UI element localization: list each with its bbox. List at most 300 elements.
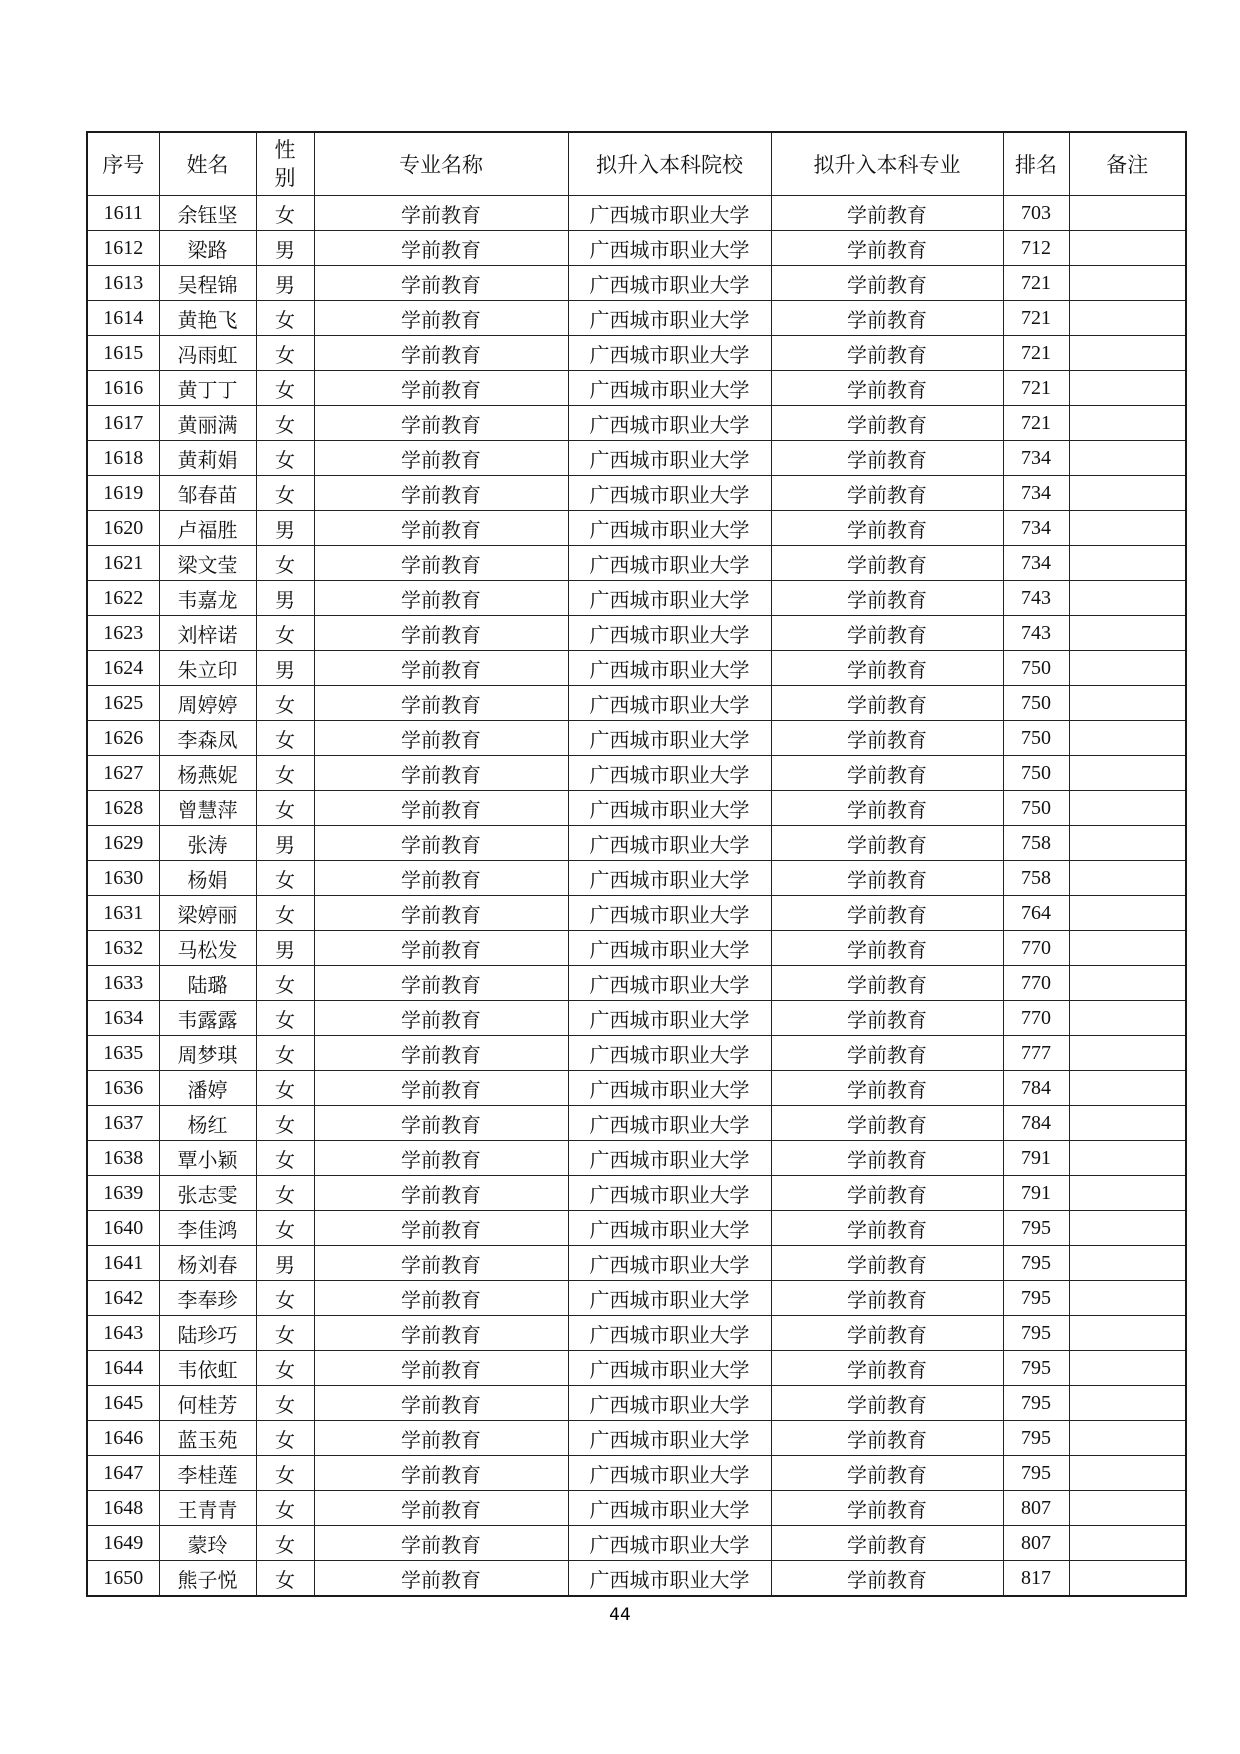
cell-name: 黄莉娟	[159, 441, 256, 476]
cell-gender: 女	[256, 301, 314, 336]
cell-major: 学前教育	[314, 1526, 568, 1561]
header-major: 专业名称	[314, 132, 568, 196]
header-gender	[256, 132, 314, 196]
cell-note	[1069, 1316, 1186, 1351]
cell-note	[1069, 616, 1186, 651]
cell-no: 1614	[87, 301, 159, 336]
cell-no: 1626	[87, 721, 159, 756]
cell-name: 杨燕妮	[159, 756, 256, 791]
cell-gender: 女	[256, 686, 314, 721]
cell-rank: 750	[1003, 686, 1069, 721]
cell-note	[1069, 1351, 1186, 1386]
cell-no: 1633	[87, 966, 159, 1001]
table-row	[87, 406, 1186, 441]
cell-major: 学前教育	[314, 791, 568, 826]
table-row	[87, 966, 1186, 1001]
cell-rank: 750	[1003, 721, 1069, 756]
cell-rank: 795	[1003, 1281, 1069, 1316]
cell-note	[1069, 301, 1186, 336]
cell-college: 广西城市职业大学	[568, 896, 771, 931]
cell-target-major: 学前教育	[771, 1141, 1003, 1176]
cell-major: 学前教育	[314, 441, 568, 476]
cell-gender: 女	[256, 1561, 314, 1597]
cell-note	[1069, 791, 1186, 826]
cell-note	[1069, 581, 1186, 616]
cell-name: 卢福胜	[159, 511, 256, 546]
cell-gender: 男	[256, 581, 314, 616]
cell-name: 杨刘春	[159, 1246, 256, 1281]
roster-body	[87, 196, 1186, 1597]
table-row	[87, 1316, 1186, 1351]
table-row	[87, 546, 1186, 581]
cell-major: 学前教育	[314, 896, 568, 931]
header-rank: 排名	[1003, 132, 1069, 196]
cell-name: 梁婷丽	[159, 896, 256, 931]
cell-target-major: 学前教育	[771, 826, 1003, 861]
cell-note	[1069, 1176, 1186, 1211]
header-row	[87, 132, 1186, 196]
cell-note	[1069, 756, 1186, 791]
cell-major: 学前教育	[314, 1071, 568, 1106]
cell-no: 1640	[87, 1211, 159, 1246]
cell-name: 马松发	[159, 931, 256, 966]
cell-note	[1069, 966, 1186, 1001]
table-row	[87, 686, 1186, 721]
cell-no: 1621	[87, 546, 159, 581]
cell-note	[1069, 1246, 1186, 1281]
cell-major: 学前教育	[314, 581, 568, 616]
cell-name: 黄丽满	[159, 406, 256, 441]
cell-no: 1632	[87, 931, 159, 966]
table-row	[87, 756, 1186, 791]
cell-no: 1613	[87, 266, 159, 301]
cell-note	[1069, 231, 1186, 266]
cell-college: 广西城市职业大学	[568, 511, 771, 546]
table-row	[87, 931, 1186, 966]
cell-rank: 764	[1003, 896, 1069, 931]
cell-major: 学前教育	[314, 756, 568, 791]
cell-name: 李森凤	[159, 721, 256, 756]
cell-major: 学前教育	[314, 1141, 568, 1176]
cell-note	[1069, 1071, 1186, 1106]
cell-name: 李奉珍	[159, 1281, 256, 1316]
cell-college: 广西城市职业大学	[568, 1491, 771, 1526]
cell-major: 学前教育	[314, 966, 568, 1001]
cell-college: 广西城市职业大学	[568, 721, 771, 756]
cell-no: 1648	[87, 1491, 159, 1526]
cell-no: 1628	[87, 791, 159, 826]
table-row	[87, 231, 1186, 266]
cell-college: 广西城市职业大学	[568, 1281, 771, 1316]
cell-no: 1625	[87, 686, 159, 721]
cell-gender: 女	[256, 1526, 314, 1561]
cell-major: 学前教育	[314, 721, 568, 756]
cell-major: 学前教育	[314, 1491, 568, 1526]
cell-name: 黄丁丁	[159, 371, 256, 406]
table-row	[87, 1106, 1186, 1141]
cell-gender: 男	[256, 266, 314, 301]
cell-gender: 女	[256, 721, 314, 756]
cell-gender: 女	[256, 406, 314, 441]
cell-rank: 770	[1003, 1001, 1069, 1036]
cell-rank: 795	[1003, 1421, 1069, 1456]
cell-rank: 721	[1003, 406, 1069, 441]
cell-target-major: 学前教育	[771, 546, 1003, 581]
cell-name: 李佳鸿	[159, 1211, 256, 1246]
cell-note	[1069, 651, 1186, 686]
cell-college: 广西城市职业大学	[568, 651, 771, 686]
cell-name: 蒙玲	[159, 1526, 256, 1561]
cell-no: 1636	[87, 1071, 159, 1106]
cell-no: 1645	[87, 1386, 159, 1421]
cell-target-major: 学前教育	[771, 1071, 1003, 1106]
cell-rank: 795	[1003, 1211, 1069, 1246]
cell-no: 1618	[87, 441, 159, 476]
cell-college: 广西城市职业大学	[568, 301, 771, 336]
cell-no: 1619	[87, 476, 159, 511]
cell-name: 吴程锦	[159, 266, 256, 301]
cell-target-major: 学前教育	[771, 756, 1003, 791]
cell-note	[1069, 896, 1186, 931]
cell-target-major: 学前教育	[771, 1421, 1003, 1456]
cell-college: 广西城市职业大学	[568, 861, 771, 896]
cell-college: 广西城市职业大学	[568, 616, 771, 651]
cell-name: 杨娟	[159, 861, 256, 896]
cell-no: 1644	[87, 1351, 159, 1386]
cell-name: 何桂芳	[159, 1386, 256, 1421]
cell-name: 陆璐	[159, 966, 256, 1001]
cell-no: 1611	[87, 196, 159, 231]
cell-college: 广西城市职业大学	[568, 1386, 771, 1421]
cell-target-major: 学前教育	[771, 1386, 1003, 1421]
cell-target-major: 学前教育	[771, 511, 1003, 546]
cell-gender: 女	[256, 791, 314, 826]
cell-target-major: 学前教育	[771, 1001, 1003, 1036]
cell-note	[1069, 546, 1186, 581]
cell-gender: 女	[256, 1386, 314, 1421]
cell-gender: 女	[256, 336, 314, 371]
cell-name: 梁文莹	[159, 546, 256, 581]
cell-college: 广西城市职业大学	[568, 406, 771, 441]
cell-target-major: 学前教育	[771, 441, 1003, 476]
cell-name: 曾慧萍	[159, 791, 256, 826]
cell-gender: 女	[256, 371, 314, 406]
cell-target-major: 学前教育	[771, 1351, 1003, 1386]
cell-rank: 743	[1003, 581, 1069, 616]
cell-target-major: 学前教育	[771, 196, 1003, 231]
cell-gender: 女	[256, 1491, 314, 1526]
table-row	[87, 1421, 1186, 1456]
cell-name: 张志雯	[159, 1176, 256, 1211]
table-row	[87, 1526, 1186, 1561]
cell-note	[1069, 266, 1186, 301]
cell-college: 广西城市职业大学	[568, 931, 771, 966]
cell-target-major: 学前教育	[771, 616, 1003, 651]
table-row	[87, 1351, 1186, 1386]
cell-target-major: 学前教育	[771, 721, 1003, 756]
cell-gender: 男	[256, 826, 314, 861]
cell-target-major: 学前教育	[771, 476, 1003, 511]
cell-rank: 770	[1003, 966, 1069, 1001]
cell-no: 1630	[87, 861, 159, 896]
cell-rank: 777	[1003, 1036, 1069, 1071]
cell-no: 1643	[87, 1316, 159, 1351]
cell-no: 1635	[87, 1036, 159, 1071]
cell-major: 学前教育	[314, 546, 568, 581]
cell-target-major: 学前教育	[771, 896, 1003, 931]
cell-major: 学前教育	[314, 1001, 568, 1036]
cell-target-major: 学前教育	[771, 686, 1003, 721]
cell-college: 广西城市职业大学	[568, 336, 771, 371]
cell-rank: 734	[1003, 476, 1069, 511]
cell-name: 周梦琪	[159, 1036, 256, 1071]
roster-table	[86, 131, 1187, 1597]
cell-rank: 734	[1003, 511, 1069, 546]
cell-note	[1069, 1526, 1186, 1561]
cell-gender: 男	[256, 931, 314, 966]
cell-gender: 女	[256, 861, 314, 896]
cell-no: 1641	[87, 1246, 159, 1281]
table-row	[87, 301, 1186, 336]
cell-target-major: 学前教育	[771, 1246, 1003, 1281]
cell-name: 张涛	[159, 826, 256, 861]
header-name: 姓名	[159, 132, 256, 196]
cell-target-major: 学前教育	[771, 1491, 1003, 1526]
cell-target-major: 学前教育	[771, 931, 1003, 966]
cell-gender: 男	[256, 511, 314, 546]
cell-college: 广西城市职业大学	[568, 1176, 771, 1211]
cell-gender: 女	[256, 1071, 314, 1106]
table-row	[87, 651, 1186, 686]
cell-no: 1612	[87, 231, 159, 266]
cell-college: 广西城市职业大学	[568, 966, 771, 1001]
cell-note	[1069, 406, 1186, 441]
cell-major: 学前教育	[314, 651, 568, 686]
cell-rank: 791	[1003, 1141, 1069, 1176]
cell-major: 学前教育	[314, 686, 568, 721]
table-row	[87, 511, 1186, 546]
cell-college: 广西城市职业大学	[568, 1351, 771, 1386]
table-row	[87, 861, 1186, 896]
table-row	[87, 1176, 1186, 1211]
cell-rank: 784	[1003, 1106, 1069, 1141]
cell-rank: 758	[1003, 861, 1069, 896]
cell-rank: 758	[1003, 826, 1069, 861]
cell-gender: 女	[256, 1281, 314, 1316]
cell-no: 1627	[87, 756, 159, 791]
cell-college: 广西城市职业大学	[568, 756, 771, 791]
cell-name: 熊子悦	[159, 1561, 256, 1597]
cell-no: 1620	[87, 511, 159, 546]
cell-rank: 807	[1003, 1491, 1069, 1526]
cell-rank: 795	[1003, 1386, 1069, 1421]
cell-target-major: 学前教育	[771, 336, 1003, 371]
cell-college: 广西城市职业大学	[568, 1211, 771, 1246]
table-row	[87, 581, 1186, 616]
cell-college: 广西城市职业大学	[568, 1071, 771, 1106]
cell-rank: 750	[1003, 651, 1069, 686]
cell-major: 学前教育	[314, 826, 568, 861]
table-row	[87, 336, 1186, 371]
cell-college: 广西城市职业大学	[568, 441, 771, 476]
table-row	[87, 1281, 1186, 1316]
cell-target-major: 学前教育	[771, 966, 1003, 1001]
cell-name: 刘梓诺	[159, 616, 256, 651]
cell-name: 李桂莲	[159, 1456, 256, 1491]
cell-college: 广西城市职业大学	[568, 1141, 771, 1176]
cell-note	[1069, 721, 1186, 756]
cell-target-major: 学前教育	[771, 1106, 1003, 1141]
cell-rank: 795	[1003, 1246, 1069, 1281]
cell-gender: 女	[256, 196, 314, 231]
cell-target-major: 学前教育	[771, 1456, 1003, 1491]
cell-no: 1642	[87, 1281, 159, 1316]
table-row	[87, 1561, 1186, 1597]
cell-target-major: 学前教育	[771, 301, 1003, 336]
cell-no: 1638	[87, 1141, 159, 1176]
cell-major: 学前教育	[314, 196, 568, 231]
cell-rank: 712	[1003, 231, 1069, 266]
cell-note	[1069, 1106, 1186, 1141]
cell-note	[1069, 371, 1186, 406]
cell-gender: 女	[256, 441, 314, 476]
header-gender-label: 性别	[274, 137, 296, 190]
cell-major: 学前教育	[314, 1036, 568, 1071]
cell-major: 学前教育	[314, 1281, 568, 1316]
cell-college: 广西城市职业大学	[568, 1456, 771, 1491]
cell-major: 学前教育	[314, 616, 568, 651]
cell-target-major: 学前教育	[771, 581, 1003, 616]
cell-gender: 男	[256, 651, 314, 686]
cell-note	[1069, 826, 1186, 861]
cell-no: 1631	[87, 896, 159, 931]
cell-no: 1615	[87, 336, 159, 371]
cell-note	[1069, 441, 1186, 476]
cell-no: 1646	[87, 1421, 159, 1456]
cell-gender: 女	[256, 1141, 314, 1176]
cell-college: 广西城市职业大学	[568, 266, 771, 301]
cell-no: 1647	[87, 1456, 159, 1491]
cell-no: 1623	[87, 616, 159, 651]
cell-college: 广西城市职业大学	[568, 371, 771, 406]
cell-no: 1634	[87, 1001, 159, 1036]
table-row	[87, 1491, 1186, 1526]
cell-gender: 女	[256, 966, 314, 1001]
cell-note	[1069, 1141, 1186, 1176]
cell-college: 广西城市职业大学	[568, 196, 771, 231]
table-row	[87, 791, 1186, 826]
cell-no: 1617	[87, 406, 159, 441]
header-note: 备注	[1069, 132, 1186, 196]
cell-note	[1069, 336, 1186, 371]
cell-college: 广西城市职业大学	[568, 581, 771, 616]
cell-note	[1069, 511, 1186, 546]
cell-gender: 女	[256, 616, 314, 651]
cell-major: 学前教育	[314, 1316, 568, 1351]
cell-rank: 721	[1003, 301, 1069, 336]
cell-name: 冯雨虹	[159, 336, 256, 371]
cell-rank: 734	[1003, 546, 1069, 581]
cell-gender: 女	[256, 1036, 314, 1071]
cell-no: 1637	[87, 1106, 159, 1141]
cell-gender: 女	[256, 1316, 314, 1351]
page-number: 44	[609, 1605, 631, 1625]
cell-major: 学前教育	[314, 1386, 568, 1421]
cell-gender: 女	[256, 546, 314, 581]
cell-note	[1069, 1281, 1186, 1316]
cell-name: 王青青	[159, 1491, 256, 1526]
header-no: 序号	[87, 132, 159, 196]
cell-rank: 795	[1003, 1456, 1069, 1491]
cell-college: 广西城市职业大学	[568, 1001, 771, 1036]
table-row	[87, 1386, 1186, 1421]
cell-no: 1639	[87, 1176, 159, 1211]
cell-target-major: 学前教育	[771, 1316, 1003, 1351]
cell-college: 广西城市职业大学	[568, 791, 771, 826]
cell-gender: 女	[256, 1106, 314, 1141]
cell-target-major: 学前教育	[771, 266, 1003, 301]
cell-note	[1069, 1036, 1186, 1071]
cell-major: 学前教育	[314, 231, 568, 266]
cell-major: 学前教育	[314, 266, 568, 301]
cell-major: 学前教育	[314, 1456, 568, 1491]
cell-college: 广西城市职业大学	[568, 1106, 771, 1141]
cell-gender: 女	[256, 1421, 314, 1456]
table-row	[87, 826, 1186, 861]
cell-note	[1069, 1561, 1186, 1597]
cell-no: 1629	[87, 826, 159, 861]
cell-major: 学前教育	[314, 406, 568, 441]
cell-note	[1069, 1491, 1186, 1526]
cell-name: 杨红	[159, 1106, 256, 1141]
cell-major: 学前教育	[314, 1246, 568, 1281]
cell-note	[1069, 476, 1186, 511]
cell-major: 学前教育	[314, 1421, 568, 1456]
cell-name: 邹春苗	[159, 476, 256, 511]
header-college: 拟升入本科院校	[568, 132, 771, 196]
cell-gender: 女	[256, 476, 314, 511]
table-row	[87, 896, 1186, 931]
cell-college: 广西城市职业大学	[568, 1316, 771, 1351]
cell-name: 黄艳飞	[159, 301, 256, 336]
cell-college: 广西城市职业大学	[568, 686, 771, 721]
cell-note	[1069, 196, 1186, 231]
cell-college: 广西城市职业大学	[568, 1561, 771, 1597]
cell-name: 韦嘉龙	[159, 581, 256, 616]
cell-name: 陆珍巧	[159, 1316, 256, 1351]
cell-name: 覃小颖	[159, 1141, 256, 1176]
cell-name: 韦依虹	[159, 1351, 256, 1386]
cell-target-major: 学前教育	[771, 1176, 1003, 1211]
cell-major: 学前教育	[314, 301, 568, 336]
cell-name: 朱立印	[159, 651, 256, 686]
table-row	[87, 616, 1186, 651]
table-row	[87, 1456, 1186, 1491]
table-row	[87, 441, 1186, 476]
cell-major: 学前教育	[314, 1211, 568, 1246]
cell-target-major: 学前教育	[771, 1561, 1003, 1597]
cell-rank: 750	[1003, 791, 1069, 826]
cell-target-major: 学前教育	[771, 651, 1003, 686]
cell-note	[1069, 1421, 1186, 1456]
cell-gender: 女	[256, 1456, 314, 1491]
cell-college: 广西城市职业大学	[568, 1036, 771, 1071]
cell-no: 1622	[87, 581, 159, 616]
cell-rank: 721	[1003, 336, 1069, 371]
cell-target-major: 学前教育	[771, 406, 1003, 441]
cell-rank: 743	[1003, 616, 1069, 651]
cell-target-major: 学前教育	[771, 1211, 1003, 1246]
